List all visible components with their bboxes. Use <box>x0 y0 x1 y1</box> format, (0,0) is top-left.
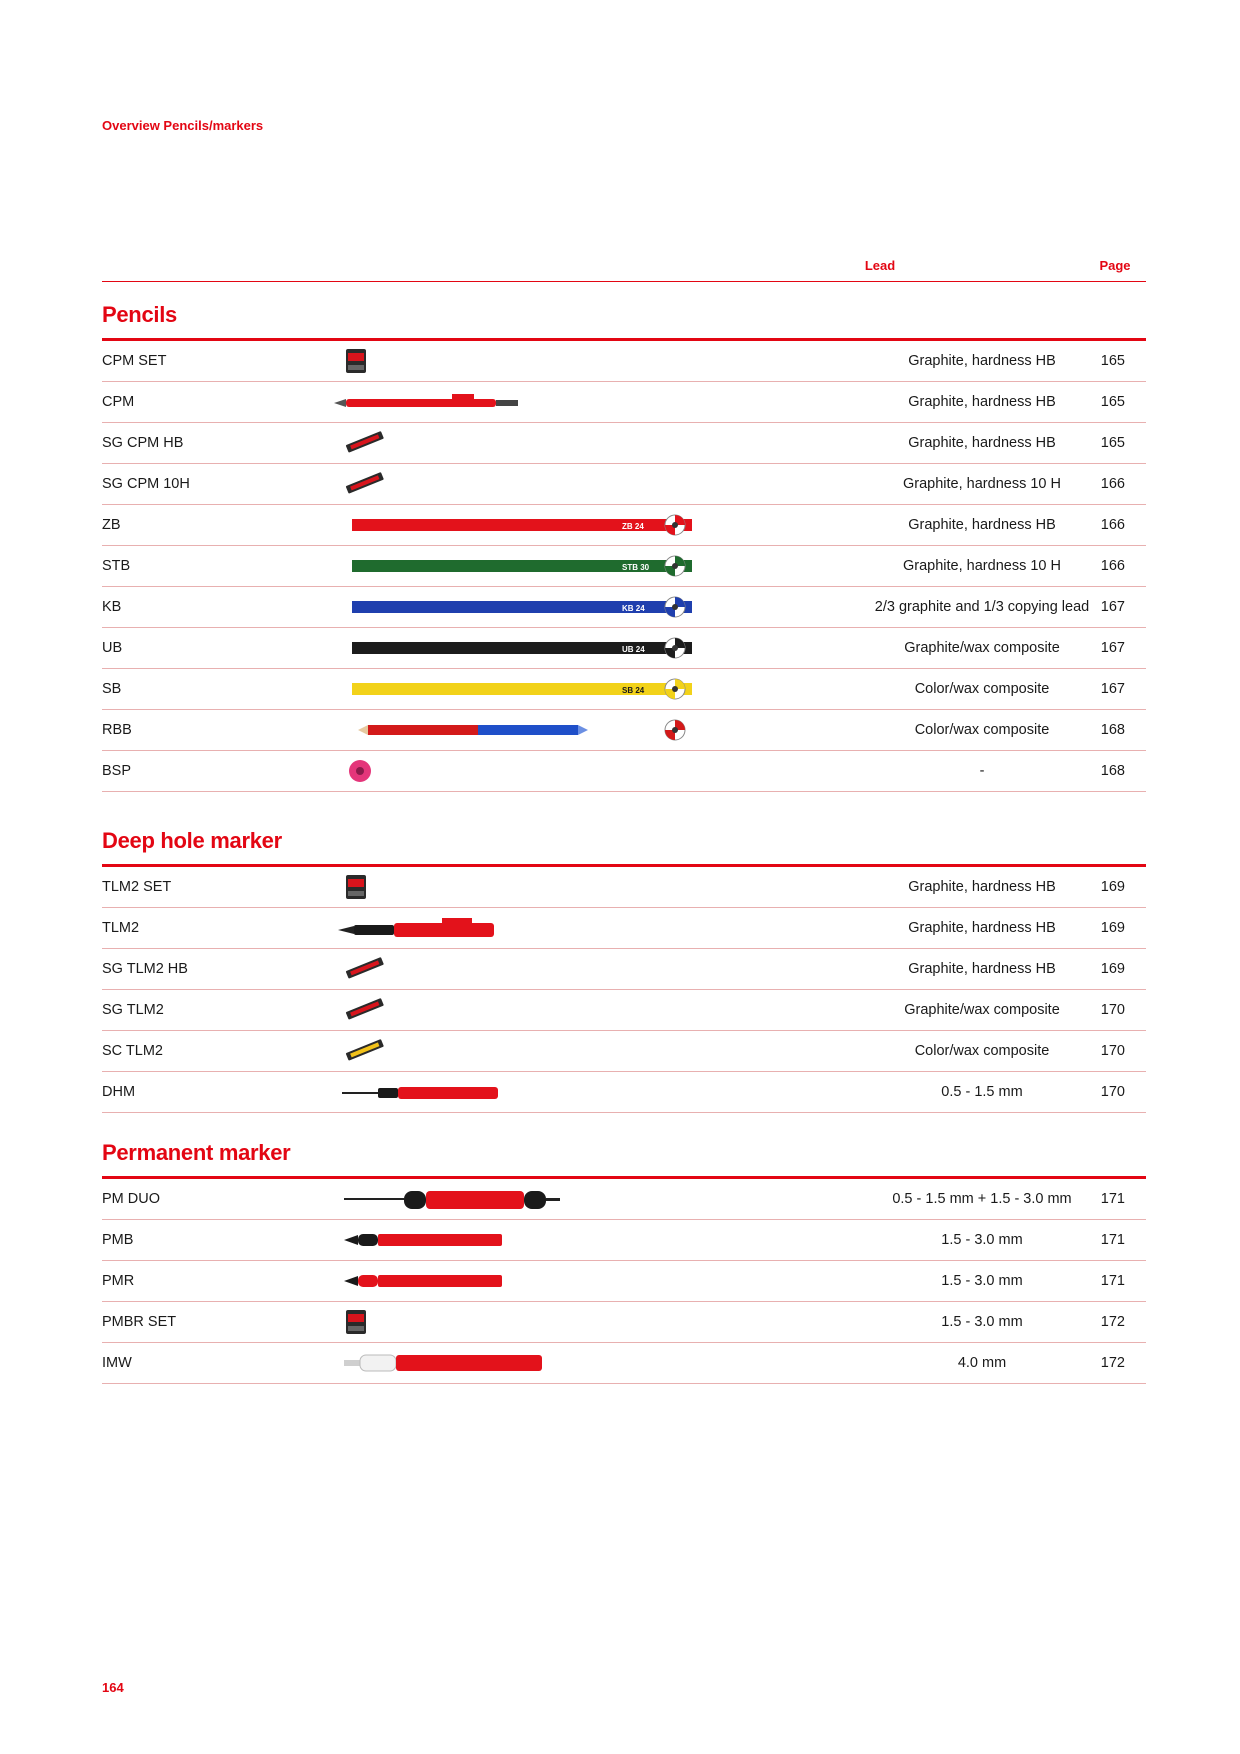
page-reference: 172 <box>1100 1355 1125 1371</box>
product-code: TLM2 <box>102 920 140 936</box>
lead-description: Graphite, hardness HB <box>908 517 1056 533</box>
lead-refill-icon <box>242 423 562 463</box>
lead-description: 1.5 - 3.0 mm <box>941 1273 1023 1289</box>
product-code: UB <box>102 640 123 656</box>
pencil-imprint: ZB 24 <box>622 522 644 531</box>
set-box-icon <box>242 1302 562 1342</box>
table-row <box>102 341 1146 382</box>
pencil-imprint: KB 24 <box>622 604 645 613</box>
page-reference: 169 <box>1100 920 1125 936</box>
table-row <box>102 1179 1146 1220</box>
breadcrumb: Overview Pencils/markers <box>102 118 264 133</box>
lead-description: Color/wax composite <box>914 722 1050 738</box>
lead-description: Graphite, hardness HB <box>908 435 1056 451</box>
table-row <box>102 1343 1146 1384</box>
product-code: SG CPM HB <box>102 435 184 451</box>
product-code: SC TLM2 <box>102 1043 163 1059</box>
product-code: ZB <box>102 517 121 533</box>
table-row <box>102 1072 1146 1113</box>
product-code: PMR <box>102 1273 135 1289</box>
section-title: Pencils <box>102 302 177 327</box>
lead-refill-icon <box>242 949 562 989</box>
page-reference: 166 <box>1100 517 1125 533</box>
table-row <box>102 990 1146 1031</box>
page-reference: 170 <box>1100 1043 1125 1059</box>
deep-hole-marker-icon <box>242 908 562 948</box>
table-row <box>102 1302 1146 1343</box>
page-reference: 167 <box>1100 599 1125 615</box>
page-reference: 165 <box>1100 394 1125 410</box>
page-reference: 171 <box>1100 1232 1125 1248</box>
section-title: Deep hole marker <box>102 828 282 853</box>
carpenter-pencil-red-icon <box>242 505 644 545</box>
table-row <box>102 908 1146 949</box>
lead-description: Graphite, hardness 10 H <box>903 476 1061 492</box>
table-row <box>102 1261 1146 1302</box>
product-code: CPM <box>102 394 135 410</box>
carpenter-pencil-yellow-icon <box>242 669 645 709</box>
product-code: SB <box>102 681 122 697</box>
product-code: RBB <box>102 722 132 738</box>
lead-type-icon <box>664 596 686 618</box>
page-reference: 170 <box>1100 1084 1125 1100</box>
page-reference: 172 <box>1100 1314 1125 1330</box>
lead-description: 2/3 graphite and 1/3 copying lead <box>874 599 1090 615</box>
page-reference: 166 <box>1100 476 1125 492</box>
pencil-imprint: UB 24 <box>622 645 645 654</box>
page-reference: 168 <box>1100 763 1125 779</box>
product-code: PMB <box>102 1232 134 1248</box>
column-header-lead: Lead <box>864 258 896 273</box>
lead-type-icon <box>664 555 686 577</box>
product-code: SG TLM2 <box>102 1002 164 1018</box>
lead-description: 1.5 - 3.0 mm <box>941 1232 1023 1248</box>
lead-description: 4.0 mm <box>957 1355 1007 1371</box>
lead-type-icon <box>664 514 686 536</box>
section <box>102 292 1146 792</box>
set-box-icon <box>242 341 562 381</box>
lead-description: 0.5 - 1.5 mm <box>941 1084 1023 1100</box>
table-row <box>102 423 1146 464</box>
product-code: IMW <box>102 1355 132 1371</box>
lead-description: 1.5 - 3.0 mm <box>941 1314 1023 1330</box>
table-row <box>102 669 1146 710</box>
carpenter-pencil-black-icon <box>242 628 645 668</box>
table-row <box>102 628 1146 669</box>
table-row <box>102 867 1146 908</box>
lead-description: Graphite, hardness HB <box>908 394 1056 410</box>
lead-type-icon <box>664 637 686 659</box>
lead-description: Graphite, hardness HB <box>908 879 1056 895</box>
product-code: BSP <box>102 763 132 779</box>
color-lead-refill-icon <box>242 1031 562 1071</box>
product-code: STB <box>102 558 131 574</box>
carpenter-pencil-blue-icon <box>242 587 645 627</box>
product-code: SG CPM 10H <box>102 476 190 492</box>
lead-description: Color/wax composite <box>914 681 1050 697</box>
page-number: 164 <box>102 1680 124 1695</box>
deep-hole-pen-icon <box>242 1072 562 1112</box>
sharpener-icon <box>242 751 562 791</box>
page-reference: 165 <box>1100 353 1125 369</box>
lead-description: Color/wax composite <box>914 1043 1050 1059</box>
table-row <box>102 546 1146 587</box>
section <box>102 818 1146 1113</box>
table-row <box>102 587 1146 628</box>
page-reference: 167 <box>1100 640 1125 656</box>
product-code: TLM2 SET <box>102 879 172 895</box>
lead-refill-icon <box>242 464 562 504</box>
page-reference: 167 <box>1100 681 1125 697</box>
table-row <box>102 505 1146 546</box>
lead-description: Graphite, hardness HB <box>908 920 1056 936</box>
lead-description: - <box>979 763 985 779</box>
product-code: DHM <box>102 1084 136 1100</box>
product-code: PMBR SET <box>102 1314 177 1330</box>
column-header-page: Page <box>1099 258 1131 273</box>
lead-description: Graphite, hardness HB <box>908 353 1056 369</box>
product-code: KB <box>102 599 122 615</box>
carpenter-pencil-green-icon <box>242 546 650 586</box>
page-reference: 170 <box>1100 1002 1125 1018</box>
table-row <box>102 949 1146 990</box>
lead-description: 0.5 - 1.5 mm + 1.5 - 3.0 mm <box>892 1191 1072 1207</box>
page-reference: 169 <box>1100 879 1125 895</box>
paint-marker-white-icon <box>242 1343 562 1383</box>
section <box>102 1130 1146 1384</box>
page-reference: 166 <box>1100 558 1125 574</box>
lead-description: Graphite/wax composite <box>904 640 1060 656</box>
table-row <box>102 1220 1146 1261</box>
header-rule <box>102 281 1146 282</box>
page-reference: 171 <box>1100 1273 1125 1289</box>
table-row <box>102 382 1146 423</box>
lead-refill-icon <box>242 990 562 1030</box>
page-reference: 165 <box>1100 435 1125 451</box>
product-code: CPM SET <box>102 353 167 369</box>
table-row <box>102 1031 1146 1072</box>
duo-marker-icon <box>242 1179 562 1219</box>
red-blue-pencil-icon <box>242 710 562 750</box>
table-row <box>102 751 1146 792</box>
product-code: SG TLM2 HB <box>102 961 188 977</box>
pencil-imprint: SB 24 <box>622 686 645 695</box>
marker-bullet-tip-icon <box>242 1220 562 1260</box>
product-code: PM DUO <box>102 1191 160 1207</box>
lead-description: Graphite/wax composite <box>904 1002 1060 1018</box>
table-row <box>102 464 1146 505</box>
lead-type-icon <box>664 719 686 741</box>
section-title: Permanent marker <box>102 1140 291 1165</box>
page-reference: 168 <box>1100 722 1125 738</box>
lead-type-icon <box>664 678 686 700</box>
pencil-imprint: STB 30 <box>622 563 650 572</box>
set-box-icon <box>242 867 562 907</box>
lead-description: Graphite, hardness 10 H <box>903 558 1061 574</box>
marker-chisel-tip-icon <box>242 1261 562 1301</box>
table-row <box>102 710 1146 751</box>
mechanical-pencil-icon <box>242 382 562 422</box>
lead-description: Graphite, hardness HB <box>908 961 1056 977</box>
page-reference: 171 <box>1100 1191 1125 1207</box>
page-reference: 169 <box>1100 961 1125 977</box>
